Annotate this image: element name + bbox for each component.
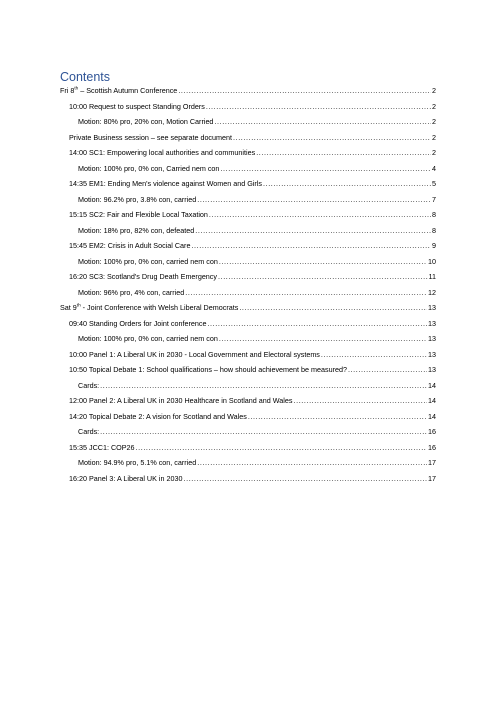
toc-entry-title-text: Private Business session – see separate document xyxy=(69,132,233,142)
toc-entry[interactable] xyxy=(60,226,436,242)
toc-entry[interactable] xyxy=(60,288,436,304)
toc-entry-superscript: th xyxy=(76,302,81,308)
toc-page-number: 11 xyxy=(428,272,436,281)
toc-dot-leader xyxy=(191,241,431,250)
toc-entry-title xyxy=(69,412,247,421)
toc-entry-title-text: 10:00 Panel 1: A Liberal UK in 2030 - Local Government and Electoral systems xyxy=(69,349,320,359)
toc-entry-title-text: 10:50 Topical Debate 1: School qualifications – how should achievement be measured? xyxy=(69,365,347,374)
toc-page-number: 13 xyxy=(428,334,436,343)
toc-entry[interactable] xyxy=(60,133,436,149)
toc-entry-title-text: 14:35 EM1: Ending Men's violence against Women and Girls xyxy=(69,179,263,188)
toc-page-number: 17 xyxy=(428,458,436,467)
toc-dot-leader xyxy=(136,443,427,452)
toc-entry[interactable] xyxy=(60,148,436,164)
toc-entry-title-text: 16:20 SC3: Scotland's Drug Death Emergency xyxy=(69,272,217,281)
table-of-contents xyxy=(60,86,436,489)
toc-page-number: 16 xyxy=(428,442,436,452)
toc-page-number: 13 xyxy=(428,349,436,359)
toc-entry-title-text: Cards: xyxy=(78,380,100,390)
contents-heading: Contents xyxy=(60,70,111,84)
toc-page-number: 4 xyxy=(432,163,436,173)
toc-page-number: 14 xyxy=(428,411,436,421)
toc-dot-leader xyxy=(263,179,431,188)
toc-entry[interactable] xyxy=(60,474,436,490)
toc-entry-title xyxy=(60,86,177,95)
toc-page-number: 17 xyxy=(428,473,436,483)
toc-page-number: 16 xyxy=(428,427,436,436)
toc-entry-title-text: 10:00 Request to suspect Standing Orders xyxy=(69,101,205,111)
toc-page-number: 13 xyxy=(428,303,436,312)
toc-entry-title-text: 14:20 Topical Debate 2: A vision for Scotland and Wales xyxy=(69,411,247,421)
toc-page-number: 13 xyxy=(428,365,436,374)
toc-entry[interactable] xyxy=(60,427,436,443)
toc-page-number: 9 xyxy=(432,241,436,250)
toc-entry-title xyxy=(78,164,219,173)
toc-dot-leader xyxy=(219,257,427,266)
toc-dot-leader xyxy=(178,86,431,95)
toc-entry-title xyxy=(78,226,194,235)
toc-dot-leader xyxy=(219,334,427,343)
toc-entry-title-text: Motion: 100% pro, 0% con, carried nem con xyxy=(78,256,218,266)
toc-entry[interactable] xyxy=(60,210,436,226)
toc-entry-title xyxy=(69,396,293,405)
toc-entry-title xyxy=(69,272,217,281)
toc-entry-title-text: 15:45 EM2: Crisis in Adult Social Care xyxy=(69,241,191,250)
toc-dot-leader xyxy=(248,412,427,421)
toc-entry[interactable] xyxy=(60,458,436,474)
toc-page-number: 2 xyxy=(432,148,436,157)
toc-entry-title-rest: - Joint Conference with Welsh Liberal Democrats xyxy=(80,303,239,312)
toc-page-number: 2 xyxy=(432,117,436,126)
toc-entry[interactable] xyxy=(60,303,436,319)
toc-dot-leader xyxy=(197,195,431,204)
toc-dot-leader xyxy=(220,164,431,173)
toc-entry-title xyxy=(78,458,196,467)
toc-entry[interactable] xyxy=(60,319,436,335)
toc-entry[interactable] xyxy=(60,350,436,366)
toc-entry-title xyxy=(78,334,218,343)
toc-page-number: 12 xyxy=(428,287,436,297)
toc-entry-title xyxy=(78,117,213,126)
toc-entry-title-rest: – Scottish Autumn Conference xyxy=(78,86,178,95)
toc-entry-title-text: 12:00 Panel 2: A Liberal UK in 2030 Healthcare in Scotland and Wales xyxy=(69,396,293,405)
toc-page-number: 14 xyxy=(428,396,436,405)
toc-entry-title xyxy=(69,210,208,219)
toc-entry[interactable] xyxy=(60,179,436,195)
toc-entry-title xyxy=(78,381,99,390)
toc-entry-title xyxy=(78,195,196,204)
toc-page-number: 8 xyxy=(432,225,436,235)
toc-entry-title-text: 14:00 SC1: Empowering local authorities and communities xyxy=(69,148,256,157)
toc-page-number: 2 xyxy=(432,132,436,142)
toc-entry-title xyxy=(78,427,99,436)
toc-entry[interactable] xyxy=(60,102,436,118)
toc-page-number: 7 xyxy=(432,194,436,204)
toc-dot-leader xyxy=(207,319,427,328)
toc-entry-title xyxy=(60,303,238,312)
toc-entry-title xyxy=(69,474,183,483)
toc-dot-leader xyxy=(185,288,427,297)
toc-dot-leader xyxy=(233,133,431,142)
toc-entry-title-text: Motion: 100% pro, 0% con, Carried nem con xyxy=(78,163,220,173)
toc-entry-title-text: Fri 8 xyxy=(60,86,75,95)
toc-dot-leader xyxy=(348,365,427,374)
toc-entry-title-text: Motion: 100% pro, 0% con, carried nem con xyxy=(78,334,218,343)
toc-dot-leader xyxy=(195,226,431,235)
toc-entry[interactable] xyxy=(60,272,436,288)
toc-entry-title xyxy=(69,241,190,250)
toc-entry[interactable] xyxy=(60,257,436,273)
toc-entry[interactable] xyxy=(60,241,436,257)
toc-entry-title xyxy=(78,288,184,297)
toc-dot-leader xyxy=(256,148,431,157)
toc-page-number: 13 xyxy=(428,318,436,328)
toc-dot-leader xyxy=(214,117,431,126)
toc-entry[interactable] xyxy=(60,396,436,412)
toc-entry-title-text: Motion: 96% pro, 4% con, carried xyxy=(78,287,185,297)
toc-entry-title-text: Motion: 80% pro, 20% con, Motion Carried xyxy=(78,117,214,126)
toc-entry-title xyxy=(69,443,135,452)
toc-dot-leader xyxy=(239,303,427,312)
toc-entry[interactable] xyxy=(60,334,436,350)
toc-entry-title xyxy=(69,148,255,157)
toc-entry-title xyxy=(69,102,205,111)
toc-dot-leader xyxy=(206,102,431,111)
toc-dot-leader xyxy=(100,427,427,436)
toc-dot-leader xyxy=(294,396,428,405)
toc-dot-leader xyxy=(100,381,427,390)
toc-entry[interactable] xyxy=(60,164,436,180)
toc-page-number: 10 xyxy=(428,256,436,266)
toc-page-number: 14 xyxy=(428,380,436,390)
toc-entry-title-text: 09:40 Standing Orders for Joint conference xyxy=(69,318,207,328)
toc-entry-title-text: 16:20 Panel 3: A Liberal UK in 2030 xyxy=(69,473,183,483)
toc-dot-leader xyxy=(218,272,428,281)
toc-entry[interactable] xyxy=(60,117,436,133)
toc-entry-title xyxy=(69,179,262,188)
toc-entry-title xyxy=(69,133,232,142)
toc-page-number: 8 xyxy=(432,210,436,219)
toc-entry[interactable] xyxy=(60,443,436,459)
toc-entry-title-text: Motion: 18% pro, 82% con, defeated xyxy=(78,225,195,235)
toc-page-number: 2 xyxy=(432,86,436,95)
toc-entry-title xyxy=(69,319,206,328)
toc-entry[interactable] xyxy=(60,412,436,428)
toc-entry-title-text: Motion: 94.9% pro, 5.1% con, carried xyxy=(78,458,197,467)
toc-entry[interactable] xyxy=(60,365,436,381)
toc-dot-leader xyxy=(209,210,431,219)
toc-entry[interactable] xyxy=(60,195,436,211)
toc-dot-leader xyxy=(184,474,428,483)
toc-entry-title-text: Sat 9 xyxy=(60,303,77,312)
toc-entry-title xyxy=(78,257,218,266)
toc-dot-leader xyxy=(321,350,427,359)
toc-entry-title-text: 15:35 JCC1: COP26 xyxy=(69,442,135,452)
toc-page-number: 5 xyxy=(432,179,436,188)
toc-entry-title xyxy=(69,350,320,359)
toc-entry-title-text: Motion: 96.2% pro, 3.8% con, carried xyxy=(78,194,197,204)
toc-page-number: 2 xyxy=(432,101,436,111)
toc-dot-leader xyxy=(197,458,427,467)
toc-entry[interactable] xyxy=(60,381,436,397)
toc-entry-title xyxy=(69,365,347,374)
toc-entry-superscript: th xyxy=(74,85,79,91)
toc-entry[interactable] xyxy=(60,86,436,102)
toc-entry-title-text: Cards: xyxy=(78,427,100,436)
toc-entry-title-text: 15:15 SC2: Fair and Flexible Local Taxation xyxy=(69,210,208,219)
